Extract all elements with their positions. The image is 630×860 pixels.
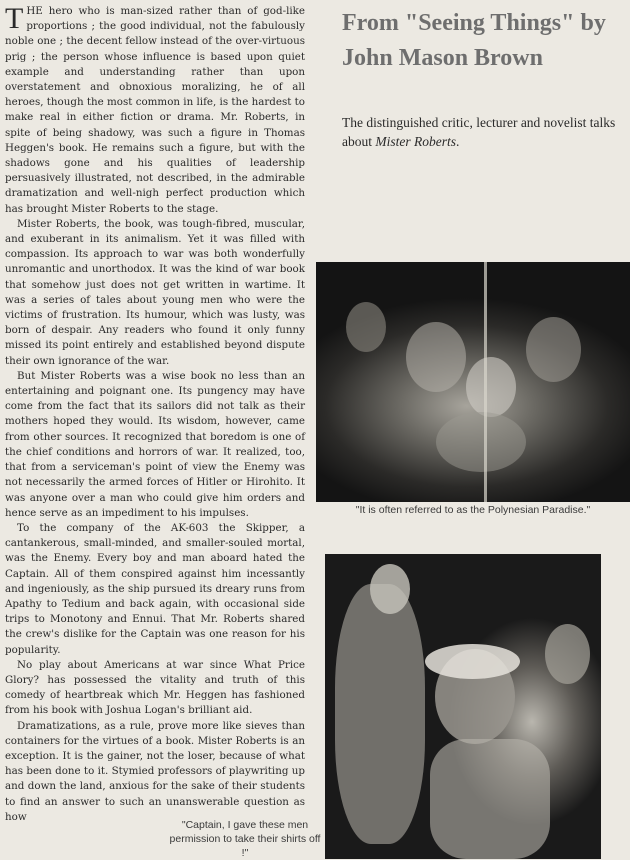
paragraph-6: Dramatizations, as a rule, prove more like sieves than containers for the virtues of a book. Mister Roberts is an exception. It is the gainer, not the loser, because of what has been done to it. Stymied professors of playwriting up and down the land, anxious for the sake of their students to find an answer to such an unanswerable question as how: [5, 719, 305, 823]
paragraph-5: No play about Americans at war since What Price Glory? has possessed the vitality and truth of this comedy of heartbreak which Mr. Heggen has fashioned from his book with Joshua Logan's brilliant aid.: [5, 658, 305, 717]
paragraph-3: But Mister Roberts was a wise book no less than an entertaining and poignant one. Its pungency may have come from the fact that its sailors did not talk as their mothers hoped they would. Its wisdom, however, came from other sources. It recognized that boredom is one of the chief conditions and horrors of war. It realized, too, that from a serviceman's point of view the Enemy was not necessarily the armed forces of Hitler or Hirohito. It was anyone over a man who could give him orders and hence serve as an impediment to his impulses.: [5, 369, 305, 519]
article-title: From "Seeing Things" by John Mason Brown: [342, 10, 606, 71]
article-body: [5, 4, 305, 825]
paragraph-1: THE hero who is man-sized rather than of god-like proportions ; the good individual, not the fabulously noble one ; the decent fellow instead of the over-virtuous prig ; the person whose influence is based upon quiet example and understanding rather than upon overstatement and obnoxious moralizing, he of all heroes, though the most common in life, is the hardest to make real in either fiction or drama. Mr. Roberts, in spite of being shadowy, was such a figure in Thomas Heggen's book. He remains such a figure, but with the shadows gone and his qualities of leadership persuasively illustrated, not described, in the admirable dramatization and well-nigh perfect production which has brought Mister Roberts to the stage.: [5, 2, 305, 215]
paragraph-2: Mister Roberts, the book, was tough-fibred, muscular, and exuberant in its animalism. Yet it was filled with compassion. Its approach to war was both wonderfully unromantic and unorthodox. It was the kind of war book that somehow just does not get written in wartime. It was a series of tales about young men who were the victims of frustration. Its humour, which was lusty, was born of despair. Any readers who found it only funny missed its point entirely and established beyond dispute their own ignorance of the war.: [5, 217, 305, 367]
stage-photo-captain: [325, 554, 601, 859]
drop-cap: T: [5, 2, 24, 35]
photo-caption-2: "Captain, I gave these men permission to take their shirts off !": [169, 819, 321, 859]
paragraph-4: To the company of the AK-603 the Skipper, a cantankerous, small-minded, and smaller-souled mortal, was the Enemy. Every boy and man aboard hated the Captain. All of them conspired against him incessantly and ingeniously, as the ship pursued its dreary runs from Apathy to Tedium and back again, with occasional side trips to Monotony and Ennui. That Mr. Roberts shared the crew's dislike for the Captain was one reason for his popularity.: [5, 521, 305, 656]
photo-caption-1: "It is often referred to as the Polynesian Paradise.": [355, 504, 591, 516]
article-subtitle: The distinguished critic, lecturer and novelist talks about Mister Roberts.: [342, 115, 616, 149]
stage-photo-crew: [316, 262, 630, 502]
